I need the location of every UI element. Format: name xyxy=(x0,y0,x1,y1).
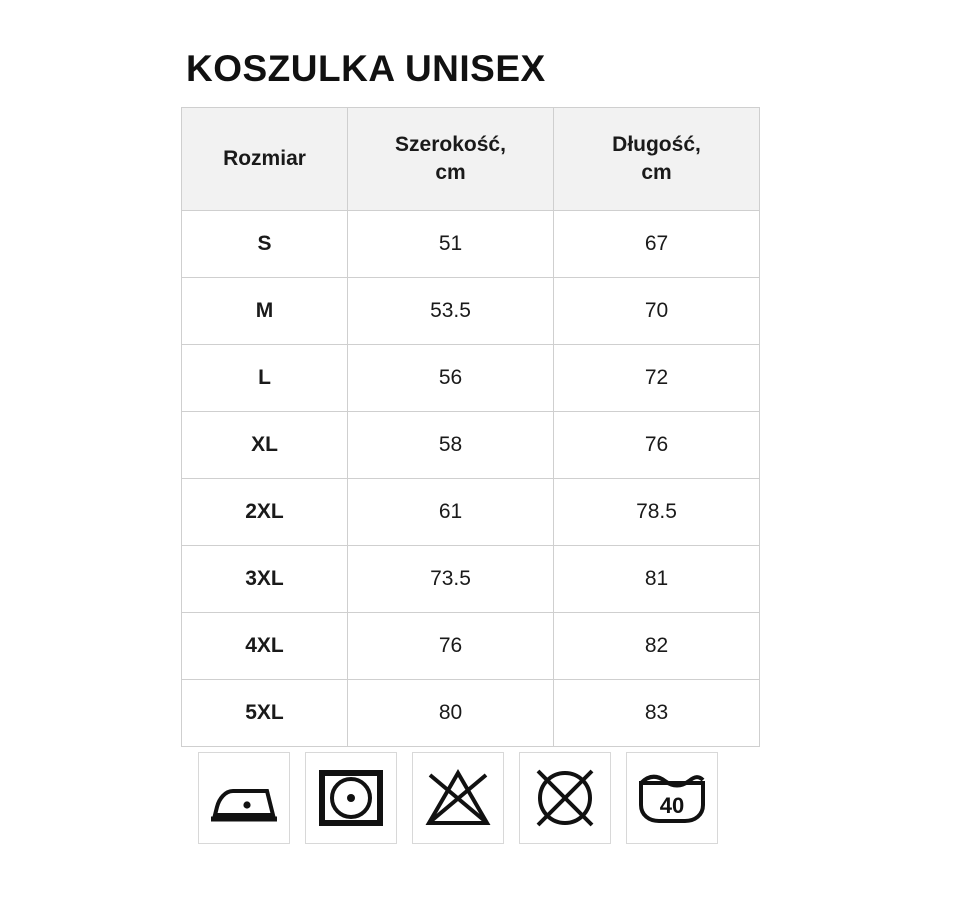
column-header-length xyxy=(554,108,760,211)
cell-width: 56 xyxy=(348,345,554,412)
cell-size: 2XL xyxy=(182,479,348,546)
column-header-length-label: Długość, xyxy=(612,132,701,156)
cell-width: 51 xyxy=(348,211,554,278)
table-row xyxy=(182,345,760,412)
care-symbols-row xyxy=(198,752,718,844)
cell-length: 83 xyxy=(554,680,760,747)
iron-one-dot-icon xyxy=(198,752,290,844)
cell-size: 3XL xyxy=(182,546,348,613)
cell-size: L xyxy=(182,345,348,412)
cell-width: 76 xyxy=(348,613,554,680)
cell-width: 53.5 xyxy=(348,278,554,345)
page-title: KOSZULKA UNISEX xyxy=(186,48,546,89)
table-row xyxy=(182,613,760,680)
table-header-row xyxy=(182,108,760,211)
table-row xyxy=(182,680,760,747)
cell-length: 81 xyxy=(554,546,760,613)
cell-length: 78.5 xyxy=(554,479,760,546)
cell-size: M xyxy=(182,278,348,345)
column-header-width xyxy=(348,108,554,211)
cell-size: 5XL xyxy=(182,680,348,747)
table-row xyxy=(182,412,760,479)
table-row xyxy=(182,211,760,278)
cell-length: 67 xyxy=(554,211,760,278)
cell-length: 82 xyxy=(554,613,760,680)
do-not-dry-clean-icon xyxy=(519,752,611,844)
cell-size: S xyxy=(182,211,348,278)
column-header-size xyxy=(182,108,348,211)
column-header-width-unit: cm xyxy=(435,161,466,184)
cell-width: 73.5 xyxy=(348,546,554,613)
wash-temp-label: 40 xyxy=(659,793,685,818)
do-not-bleach-icon xyxy=(412,752,504,844)
cell-length: 76 xyxy=(554,412,760,479)
column-header-length-unit: cm xyxy=(641,161,672,184)
column-header-width-label: Szerokość, xyxy=(395,132,506,156)
cell-length: 70 xyxy=(554,278,760,345)
tumble-dry-normal-icon xyxy=(305,752,397,844)
cell-size: XL xyxy=(182,412,348,479)
table-row xyxy=(182,479,760,546)
cell-size: 4XL xyxy=(182,613,348,680)
cell-width: 80 xyxy=(348,680,554,747)
wash-40-icon xyxy=(626,752,718,844)
cell-width: 58 xyxy=(348,412,554,479)
cell-width: 61 xyxy=(348,479,554,546)
size-table xyxy=(181,107,760,747)
table-row xyxy=(182,546,760,613)
table-row xyxy=(182,278,760,345)
cell-length: 72 xyxy=(554,345,760,412)
column-header-size-label: Rozmiar xyxy=(223,146,306,170)
